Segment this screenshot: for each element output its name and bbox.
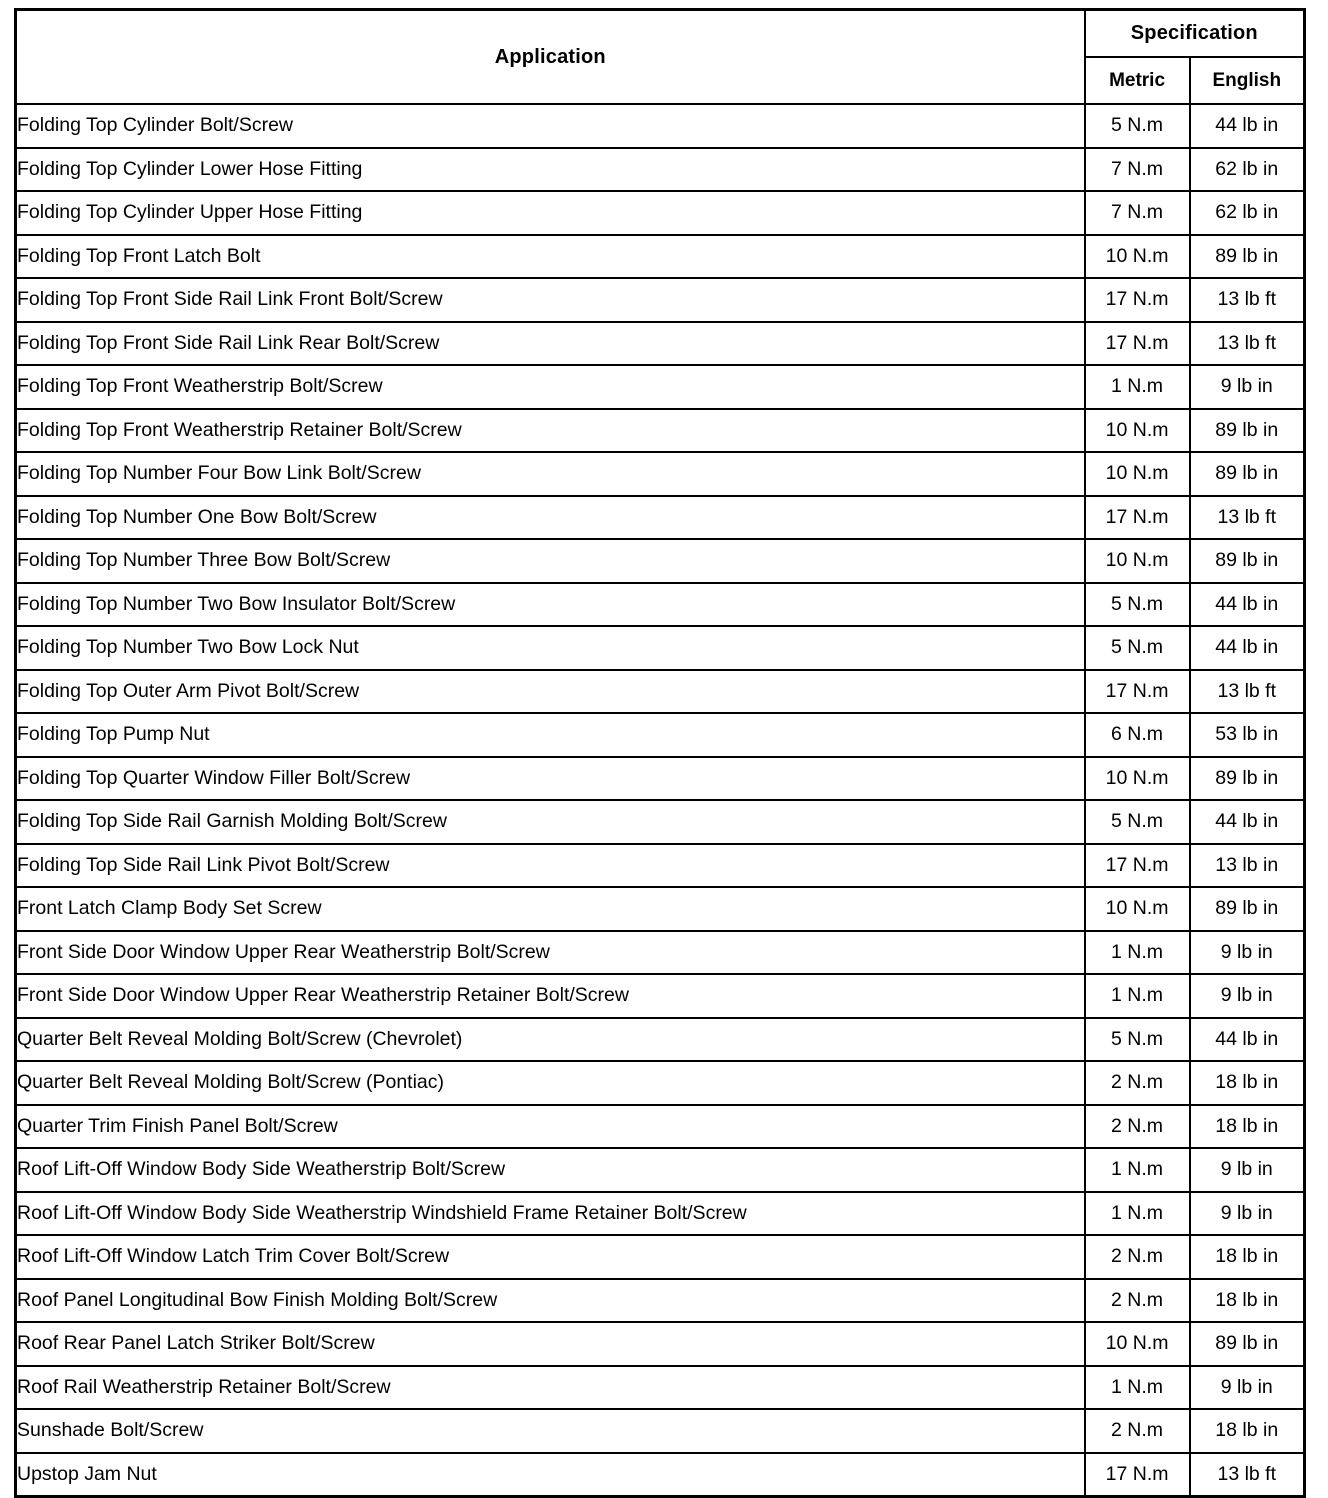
- cell-application: Folding Top Front Side Rail Link Front Bolt/Screw: [16, 278, 1085, 322]
- cell-metric: 6 N.m: [1085, 713, 1190, 757]
- table-row: [16, 1322, 1305, 1366]
- cell-metric: 17 N.m: [1085, 1453, 1190, 1497]
- cell-application: Folding Top Cylinder Lower Hose Fitting: [16, 148, 1085, 192]
- table-row: [16, 452, 1305, 496]
- cell-english: 18 lb in: [1190, 1279, 1305, 1323]
- cell-english: 89 lb in: [1190, 887, 1305, 931]
- cell-application: Roof Rear Panel Latch Striker Bolt/Screw: [16, 1322, 1085, 1366]
- cell-application: Folding Top Front Weatherstrip Bolt/Screw: [16, 365, 1085, 409]
- table-row: [16, 1453, 1305, 1497]
- cell-metric: 1 N.m: [1085, 1366, 1190, 1410]
- cell-metric: 17 N.m: [1085, 322, 1190, 366]
- cell-english: 9 lb in: [1190, 1366, 1305, 1410]
- cell-metric: 10 N.m: [1085, 1322, 1190, 1366]
- table-row: [16, 1235, 1305, 1279]
- table-row: [16, 1409, 1305, 1453]
- fastener-specifications-table: [14, 8, 1306, 1498]
- cell-application: Folding Top Side Rail Link Pivot Bolt/Screw: [16, 844, 1085, 888]
- cell-english: 9 lb in: [1190, 974, 1305, 1018]
- cell-metric: 5 N.m: [1085, 800, 1190, 844]
- table-row: [16, 757, 1305, 801]
- cell-metric: 1 N.m: [1085, 365, 1190, 409]
- cell-application: Folding Top Side Rail Garnish Molding Bolt/Screw: [16, 800, 1085, 844]
- table-row: [16, 974, 1305, 1018]
- cell-english: 18 lb in: [1190, 1235, 1305, 1279]
- cell-application: Quarter Belt Reveal Molding Bolt/Screw (Pontiac): [16, 1061, 1085, 1105]
- cell-english: 18 lb in: [1190, 1061, 1305, 1105]
- cell-metric: 10 N.m: [1085, 539, 1190, 583]
- cell-application: Folding Top Cylinder Bolt/Screw: [16, 104, 1085, 148]
- cell-english: 89 lb in: [1190, 409, 1305, 453]
- cell-english: 89 lb in: [1190, 1322, 1305, 1366]
- cell-english: 18 lb in: [1190, 1409, 1305, 1453]
- cell-metric: 2 N.m: [1085, 1061, 1190, 1105]
- cell-english: 62 lb in: [1190, 148, 1305, 192]
- cell-metric: 5 N.m: [1085, 104, 1190, 148]
- cell-english: 44 lb in: [1190, 800, 1305, 844]
- cell-application: Roof Rail Weatherstrip Retainer Bolt/Screw: [16, 1366, 1085, 1410]
- cell-application: Folding Top Number Four Bow Link Bolt/Screw: [16, 452, 1085, 496]
- cell-english: 53 lb in: [1190, 713, 1305, 757]
- table-row: [16, 322, 1305, 366]
- table-header: [16, 10, 1305, 105]
- table-row: [16, 1061, 1305, 1105]
- cell-english: 89 lb in: [1190, 452, 1305, 496]
- cell-application: Folding Top Front Weatherstrip Retainer Bolt/Screw: [16, 409, 1085, 453]
- cell-metric: 17 N.m: [1085, 278, 1190, 322]
- cell-metric: 7 N.m: [1085, 148, 1190, 192]
- cell-english: 62 lb in: [1190, 191, 1305, 235]
- cell-metric: 7 N.m: [1085, 191, 1190, 235]
- cell-english: 13 lb ft: [1190, 322, 1305, 366]
- column-header-metric: Metric: [1085, 57, 1190, 104]
- table-row: [16, 670, 1305, 714]
- cell-application: Folding Top Number Two Bow Lock Nut: [16, 626, 1085, 670]
- table-row: [16, 104, 1305, 148]
- cell-metric: 1 N.m: [1085, 1192, 1190, 1236]
- cell-metric: 2 N.m: [1085, 1105, 1190, 1149]
- cell-application: Folding Top Number Three Bow Bolt/Screw: [16, 539, 1085, 583]
- cell-english: 9 lb in: [1190, 1148, 1305, 1192]
- cell-english: 13 lb ft: [1190, 1453, 1305, 1497]
- cell-metric: 5 N.m: [1085, 626, 1190, 670]
- column-header-specification: Specification: [1085, 10, 1305, 58]
- table-row: [16, 583, 1305, 627]
- cell-metric: 10 N.m: [1085, 452, 1190, 496]
- cell-metric: 5 N.m: [1085, 1018, 1190, 1062]
- cell-metric: 10 N.m: [1085, 235, 1190, 279]
- cell-metric: 10 N.m: [1085, 409, 1190, 453]
- cell-english: 89 lb in: [1190, 235, 1305, 279]
- table-row: [16, 844, 1305, 888]
- table-row: [16, 409, 1305, 453]
- table-row: [16, 235, 1305, 279]
- cell-metric: 2 N.m: [1085, 1409, 1190, 1453]
- cell-metric: 10 N.m: [1085, 757, 1190, 801]
- cell-application: Folding Top Outer Arm Pivot Bolt/Screw: [16, 670, 1085, 714]
- cell-metric: 1 N.m: [1085, 931, 1190, 975]
- cell-application: Front Latch Clamp Body Set Screw: [16, 887, 1085, 931]
- cell-application: Folding Top Quarter Window Filler Bolt/Screw: [16, 757, 1085, 801]
- cell-application: Roof Lift-Off Window Body Side Weatherstrip Windshield Frame Retainer Bolt/Screw: [16, 1192, 1085, 1236]
- table-row: [16, 496, 1305, 540]
- cell-english: 13 lb ft: [1190, 670, 1305, 714]
- table-row: [16, 713, 1305, 757]
- cell-application: Sunshade Bolt/Screw: [16, 1409, 1085, 1453]
- table-row: [16, 626, 1305, 670]
- cell-application: Folding Top Front Latch Bolt: [16, 235, 1085, 279]
- cell-english: 18 lb in: [1190, 1105, 1305, 1149]
- table-row: [16, 1018, 1305, 1062]
- cell-application: Roof Lift-Off Window Body Side Weatherstrip Bolt/Screw: [16, 1148, 1085, 1192]
- cell-metric: 17 N.m: [1085, 496, 1190, 540]
- cell-application: Folding Top Number One Bow Bolt/Screw: [16, 496, 1085, 540]
- cell-english: 13 lb in: [1190, 844, 1305, 888]
- cell-english: 9 lb in: [1190, 365, 1305, 409]
- cell-english: 44 lb in: [1190, 626, 1305, 670]
- table-row: [16, 1366, 1305, 1410]
- cell-metric: 10 N.m: [1085, 887, 1190, 931]
- cell-application: Roof Lift-Off Window Latch Trim Cover Bolt/Screw: [16, 1235, 1085, 1279]
- cell-metric: 1 N.m: [1085, 1148, 1190, 1192]
- cell-application: Folding Top Number Two Bow Insulator Bolt/Screw: [16, 583, 1085, 627]
- cell-application: Quarter Belt Reveal Molding Bolt/Screw (Chevrolet): [16, 1018, 1085, 1062]
- cell-application: Roof Panel Longitudinal Bow Finish Molding Bolt/Screw: [16, 1279, 1085, 1323]
- table-row: [16, 800, 1305, 844]
- cell-english: 89 lb in: [1190, 757, 1305, 801]
- cell-english: 44 lb in: [1190, 1018, 1305, 1062]
- cell-english: 9 lb in: [1190, 1192, 1305, 1236]
- cell-metric: 17 N.m: [1085, 670, 1190, 714]
- cell-metric: 1 N.m: [1085, 974, 1190, 1018]
- table-row: [16, 365, 1305, 409]
- table-row: [16, 887, 1305, 931]
- cell-english: 89 lb in: [1190, 539, 1305, 583]
- cell-english: 9 lb in: [1190, 931, 1305, 975]
- column-header-english: English: [1190, 57, 1305, 104]
- cell-application: Front Side Door Window Upper Rear Weatherstrip Bolt/Screw: [16, 931, 1085, 975]
- cell-english: 13 lb ft: [1190, 496, 1305, 540]
- table-row: [16, 278, 1305, 322]
- table-row: [16, 931, 1305, 975]
- table-header-row-1: [16, 10, 1305, 58]
- cell-metric: 2 N.m: [1085, 1235, 1190, 1279]
- table-row: [16, 1279, 1305, 1323]
- cell-english: 13 lb ft: [1190, 278, 1305, 322]
- column-header-application: Application: [16, 10, 1085, 105]
- cell-english: 44 lb in: [1190, 104, 1305, 148]
- cell-english: 44 lb in: [1190, 583, 1305, 627]
- cell-application: Folding Top Cylinder Upper Hose Fitting: [16, 191, 1085, 235]
- cell-metric: 17 N.m: [1085, 844, 1190, 888]
- table-row: [16, 1192, 1305, 1236]
- table-row: [16, 1105, 1305, 1149]
- table-body: [16, 104, 1305, 1497]
- cell-application: Upstop Jam Nut: [16, 1453, 1085, 1497]
- cell-application: Front Side Door Window Upper Rear Weatherstrip Retainer Bolt/Screw: [16, 974, 1085, 1018]
- cell-metric: 2 N.m: [1085, 1279, 1190, 1323]
- cell-application: Quarter Trim Finish Panel Bolt/Screw: [16, 1105, 1085, 1149]
- table-row: [16, 539, 1305, 583]
- table-row: [16, 148, 1305, 192]
- table-row: [16, 1148, 1305, 1192]
- cell-application: Folding Top Pump Nut: [16, 713, 1085, 757]
- table-row: [16, 191, 1305, 235]
- cell-application: Folding Top Front Side Rail Link Rear Bolt/Screw: [16, 322, 1085, 366]
- cell-metric: 5 N.m: [1085, 583, 1190, 627]
